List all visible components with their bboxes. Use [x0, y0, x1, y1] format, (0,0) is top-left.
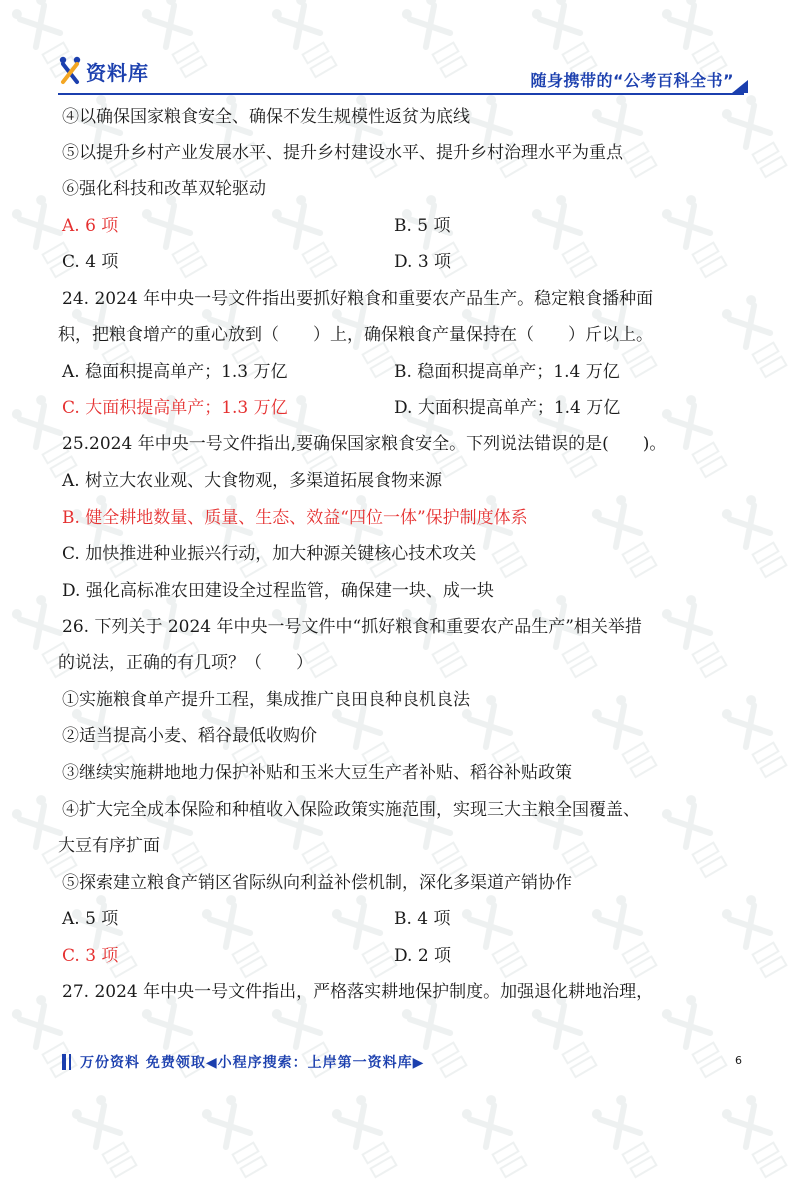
watermark-mark	[189, 1083, 287, 1197]
footer-promo-text: 万份资料 免费领取◀小程序搜索：上岸第一资料库▶	[80, 1055, 425, 1071]
page-number: 6	[735, 1054, 742, 1067]
header-corner-mark	[732, 80, 748, 93]
watermark-mark	[709, 883, 800, 998]
watermark-mark	[449, 1083, 547, 1197]
watermark-mark	[709, 283, 800, 398]
brand-logo	[58, 56, 149, 86]
header-divider	[58, 93, 744, 95]
q26-item-3: ③继续实施耕地地力保护补贴和玉米大豆生产者补贴、稻谷补贴政策	[62, 763, 572, 783]
watermark-mark	[649, 983, 747, 1098]
watermark-mark	[709, 483, 800, 598]
watermark-mark	[709, 683, 800, 798]
page-header	[0, 0, 800, 100]
watermark-mark	[709, 1083, 800, 1197]
q23-option-c: C. 4 项	[62, 252, 119, 272]
watermark-mark	[519, 183, 617, 298]
q26-stem-line2: 的说法，正确的有几项？（ ）	[58, 653, 313, 673]
page-footer	[62, 1050, 742, 1074]
q24-stem-line1: 24. 2024 年中央一号文件指出要抓好粮食和重要农产品生产。稳定粮食播种面	[62, 289, 654, 309]
statement-6: ⑥强化科技和改革双轮驱动	[62, 179, 266, 199]
q26-stem-line1: 26. 下列关于 2024 年中央一号文件中“抓好粮食和重要农产品生产”相关举措	[62, 617, 642, 637]
q27-stem-line1: 27. 2024 年中央一号文件指出，严格落实耕地保护制度。加强退化耕地治理，	[62, 982, 654, 1002]
watermark-mark	[389, 183, 487, 298]
q24-option-c: C. 大面积提高单产；1.3 万亿	[62, 398, 288, 418]
q26-item-2: ②适当提高小麦、稻谷最低收购价	[62, 726, 317, 746]
q24-option-a: A. 稳面积提高单产；1.3 万亿	[62, 362, 288, 382]
footer-bar-icon-thin	[69, 1054, 71, 1070]
q25-option-a: A. 树立大农业观、大食物观，多渠道拓展食物来源	[62, 471, 443, 491]
q24-option-b: B. 稳面积提高单产；1.4 万亿	[394, 362, 620, 382]
q25-option-d: D. 强化高标准农田建设全过程监管，确保建一块、成一块	[62, 581, 494, 601]
watermark-mark	[579, 483, 677, 598]
q26-option-d: D. 2 项	[394, 946, 452, 966]
q26-item-1: ①实施粮食单产提升工程，集成推广良田良种良机良法	[62, 690, 470, 710]
watermark-mark	[319, 1083, 417, 1197]
q26-option-c: C. 3 项	[62, 946, 119, 966]
watermark-mark	[59, 1083, 157, 1197]
q26-item-4-line1: ④扩大完全成本保险和种植收入保险政策实施范围，实现三大主粮全国覆盖、	[62, 800, 640, 820]
q26-option-a: A. 5 项	[62, 909, 119, 929]
q26-option-b: B. 4 项	[394, 909, 451, 929]
watermark-mark	[519, 583, 617, 698]
statement-4: ④以确保国家粮食安全、确保不发生规模性返贫为底线	[62, 107, 470, 127]
q23-option-a: A. 6 项	[62, 216, 119, 236]
statement-5: ⑤以提升乡村产业发展水平、提升乡村建设水平、提升乡村治理水平为重点	[62, 143, 623, 163]
watermark-mark	[649, 783, 747, 898]
q23-option-d: D. 3 项	[394, 252, 452, 272]
q26-item-5: ⑤探索建立粮食产销区省际纵向利益补偿机制，深化多渠道产销协作	[62, 873, 572, 893]
watermark-mark	[259, 183, 357, 298]
watermark-mark	[579, 683, 677, 798]
footer-bar-icon	[62, 1054, 66, 1070]
q26-item-4-line2: 大豆有序扩面	[58, 836, 160, 856]
q24-option-d: D. 大面积提高单产；1.4 万亿	[394, 398, 621, 418]
watermark-mark	[649, 183, 747, 298]
q25-stem: 25.2024 年中央一号文件指出,要确保国家粮食安全。下列说法错误的是( )。	[62, 434, 667, 454]
logo-icon	[58, 56, 82, 86]
q24-stem-line2: 积，把粮食增产的重心放到（ ）上，确保粮食产量保持在（ ）斤以上。	[58, 325, 653, 345]
header-slogan: 随身携带的“公考百科全书”	[530, 71, 734, 90]
q25-option-b: B. 健全耕地数量、质量、生态、效益“四位一体”保护制度体系	[62, 508, 528, 528]
watermark-mark	[649, 583, 747, 698]
q23-option-b: B. 5 项	[394, 216, 451, 236]
logo-text: 资料库	[86, 60, 149, 85]
q25-option-c: C. 加快推进种业振兴行动，加大种源关键核心技术攻关	[62, 544, 477, 564]
watermark-mark	[579, 1083, 677, 1197]
